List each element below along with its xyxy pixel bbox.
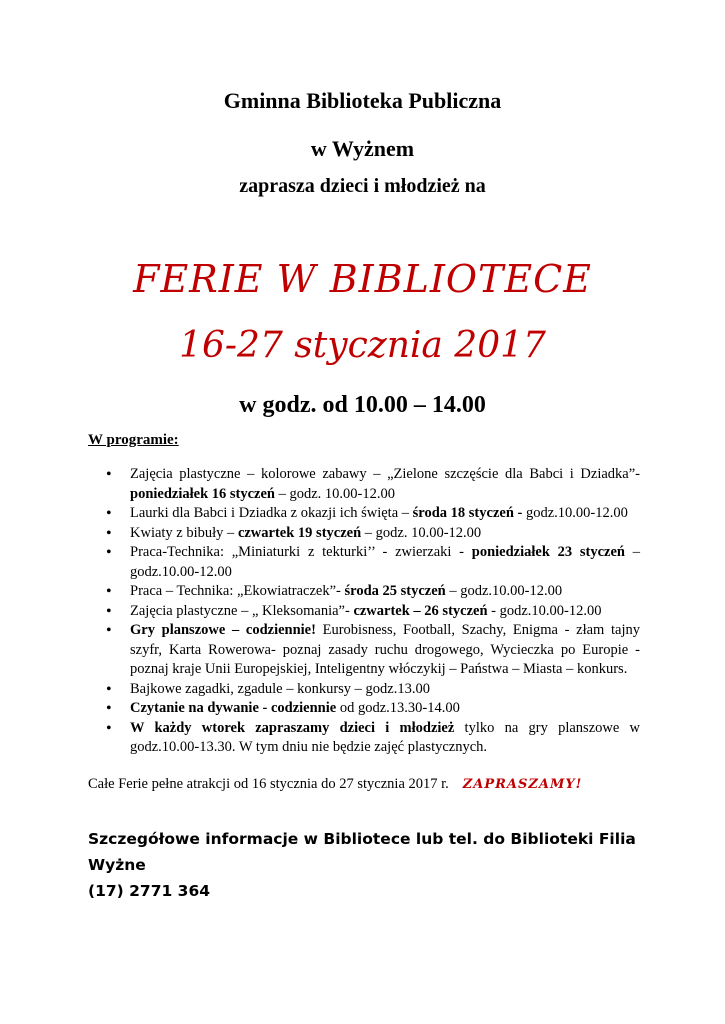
event-title: FERIE W BIBLIOTECE — [133, 257, 592, 301]
list-item-text: – godz. 10.00-12.00 — [361, 524, 482, 541]
list-item-highlight: środa 25 styczeń — [344, 583, 446, 599]
list-item-text: od godz.13.30-14.00 — [336, 700, 460, 716]
list-item — [130, 465, 640, 504]
list-item-text: Laurki dla Babci i Dziadka z okazji ich święta – — [130, 505, 413, 521]
event-dates: 16-27 stycznia 2017 — [179, 325, 546, 366]
list-item-highlight: poniedziałek 16 styczeń — [130, 485, 275, 502]
list-item-highlight: czwartek – 26 styczeń — [353, 602, 488, 619]
list-item — [130, 602, 640, 622]
list-item-text: – godz.10.00-12.00 — [130, 544, 640, 580]
list-item — [130, 543, 640, 582]
list-item-text: Kwiaty z bibuły – — [130, 524, 238, 541]
list-item-highlight: Czytanie na dywanie - codziennie — [130, 700, 337, 716]
invitation-line: zaprasza dzieci i młodzież na — [239, 175, 486, 197]
list-item — [130, 699, 640, 719]
list-item — [130, 504, 640, 524]
list-item-text: Eurobisness, Football, Szachy, Enigma - złam tajny szyfr, Karta Rowerowa- poznaj zasady ruchu drogowego, Wycieczka po Europie - poznaj kraje Unii Europejskiej, Inteligentny włóczykij – Państwa – Miasta – konkurs. — [130, 622, 640, 677]
list-item-text: Praca-Technika: „Miniaturki z tekturki’’ - zwierzaki - — [130, 544, 472, 560]
list-item-text: Praca – Technika: „Ekowiatraczek”- — [130, 583, 345, 599]
list-item — [130, 524, 640, 544]
list-item-highlight: W każdy wtorek zapraszamy dzieci i młodzież — [130, 719, 455, 736]
closing-text: Całe Ferie pełne atrakcji od 16 stycznia do 27 stycznia 2017 r. — [88, 776, 449, 792]
list-item-text: Zajęcia plastyczne – kolorowe zabawy – „Zielone szczęście dla Babci i Dziadka”- — [130, 466, 640, 482]
event-hours: w godz. od 10.00 – 14.00 — [239, 392, 486, 418]
list-item-text: – godz. 10.00-12.00 — [275, 485, 396, 502]
list-item-highlight: Gry planszowe – codziennie! — [130, 622, 316, 638]
program-label: W programie: — [88, 432, 179, 448]
list-item-highlight: poniedziałek 23 styczeń — [471, 544, 625, 560]
list-item-text: tylko na gry planszowe w godz.10.00-13.30. W tym dniu nie będzie zajęć plastycznych. — [130, 719, 640, 755]
list-item — [130, 621, 640, 680]
library-location: w Wyżnem — [310, 136, 415, 161]
list-item-highlight: środa 18 styczeń - — [412, 505, 523, 521]
contact-text: Szczegółowe informacje w Bibliotece lub tel. do Biblioteki Filia Wyżne — [88, 830, 636, 874]
list-item-highlight: czwartek 19 styczeń — [237, 524, 362, 541]
program-list — [88, 465, 640, 758]
list-item — [130, 719, 640, 758]
list-item-text: godz.10.00-12.00 — [522, 505, 628, 521]
contact-info — [88, 826, 648, 904]
closing-line — [88, 776, 582, 793]
list-item-text: Zajęcia plastyczne – „ Kleksomania”- — [130, 602, 354, 619]
list-item-text: - godz.10.00-12.00 — [487, 602, 602, 619]
list-item — [130, 680, 640, 700]
list-item-text: Bajkowe zagadki, zgadule – konkursy – godz.13.00 — [130, 680, 430, 697]
contact-phone: (17) 2771 364 — [88, 882, 211, 900]
list-item — [130, 582, 640, 602]
closing-invite: ZAPRASZAMY! — [462, 777, 583, 792]
list-item-text: – godz.10.00-12.00 — [445, 583, 563, 599]
library-name: Gminna Biblioteka Publiczna — [223, 88, 502, 113]
